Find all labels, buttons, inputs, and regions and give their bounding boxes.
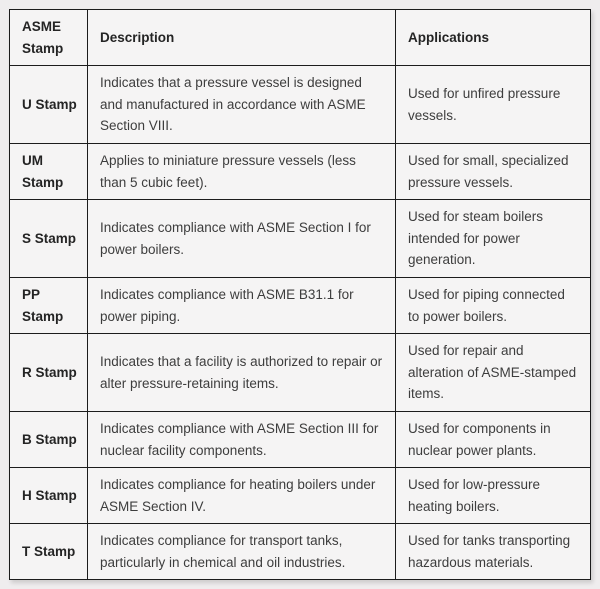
description-cell: Indicates compliance with ASME B31.1 for power piping. [88,277,396,333]
description-cell: Indicates compliance with ASME Section I for power boilers. [88,200,396,278]
description-cell: Indicates compliance for transport tanks, particularly in chemical and oil industries. [88,524,396,580]
asme-stamp-table [9,9,591,580]
applications-cell: Used for components in nuclear power plants. [396,411,591,467]
description-cell: Indicates compliance with ASME Section III for nuclear facility components. [88,411,396,467]
table-row [10,468,591,524]
applications-cell: Used for steam boilers intended for power generation. [396,200,591,278]
table-row [10,524,591,580]
table-header [10,10,591,66]
header-row [10,10,591,66]
stamp-name-cell: T Stamp [10,524,88,580]
table-row [10,277,591,333]
stamp-name-cell: U Stamp [10,66,88,144]
stamp-name-cell: PP Stamp [10,277,88,333]
applications-cell: Used for unfired pressure vessels. [396,66,591,144]
table-row [10,143,591,199]
header-asme-stamp: ASME Stamp [10,10,88,66]
stamp-name-cell: H Stamp [10,468,88,524]
description-cell: Indicates that a facility is authorized to repair or alter pressure-retaining items. [88,334,396,412]
stamp-name-cell: UM Stamp [10,143,88,199]
table-row [10,334,591,412]
description-cell: Indicates compliance for heating boilers under ASME Section IV. [88,468,396,524]
applications-cell: Used for tanks transporting hazardous materials. [396,524,591,580]
header-description: Description [88,10,396,66]
description-cell: Indicates that a pressure vessel is designed and manufactured in accordance with ASME Section VIII. [88,66,396,144]
stamp-name-cell: R Stamp [10,334,88,412]
description-cell: Applies to miniature pressure vessels (less than 5 cubic feet). [88,143,396,199]
table-row [10,66,591,144]
applications-cell: Used for piping connected to power boilers. [396,277,591,333]
applications-cell: Used for small, specialized pressure vessels. [396,143,591,199]
table-row [10,200,591,278]
header-applications: Applications [396,10,591,66]
table-body [10,66,591,580]
table-row [10,411,591,467]
stamp-name-cell: S Stamp [10,200,88,278]
applications-cell: Used for repair and alteration of ASME-stamped items. [396,334,591,412]
stamp-name-cell: B Stamp [10,411,88,467]
applications-cell: Used for low-pressure heating boilers. [396,468,591,524]
